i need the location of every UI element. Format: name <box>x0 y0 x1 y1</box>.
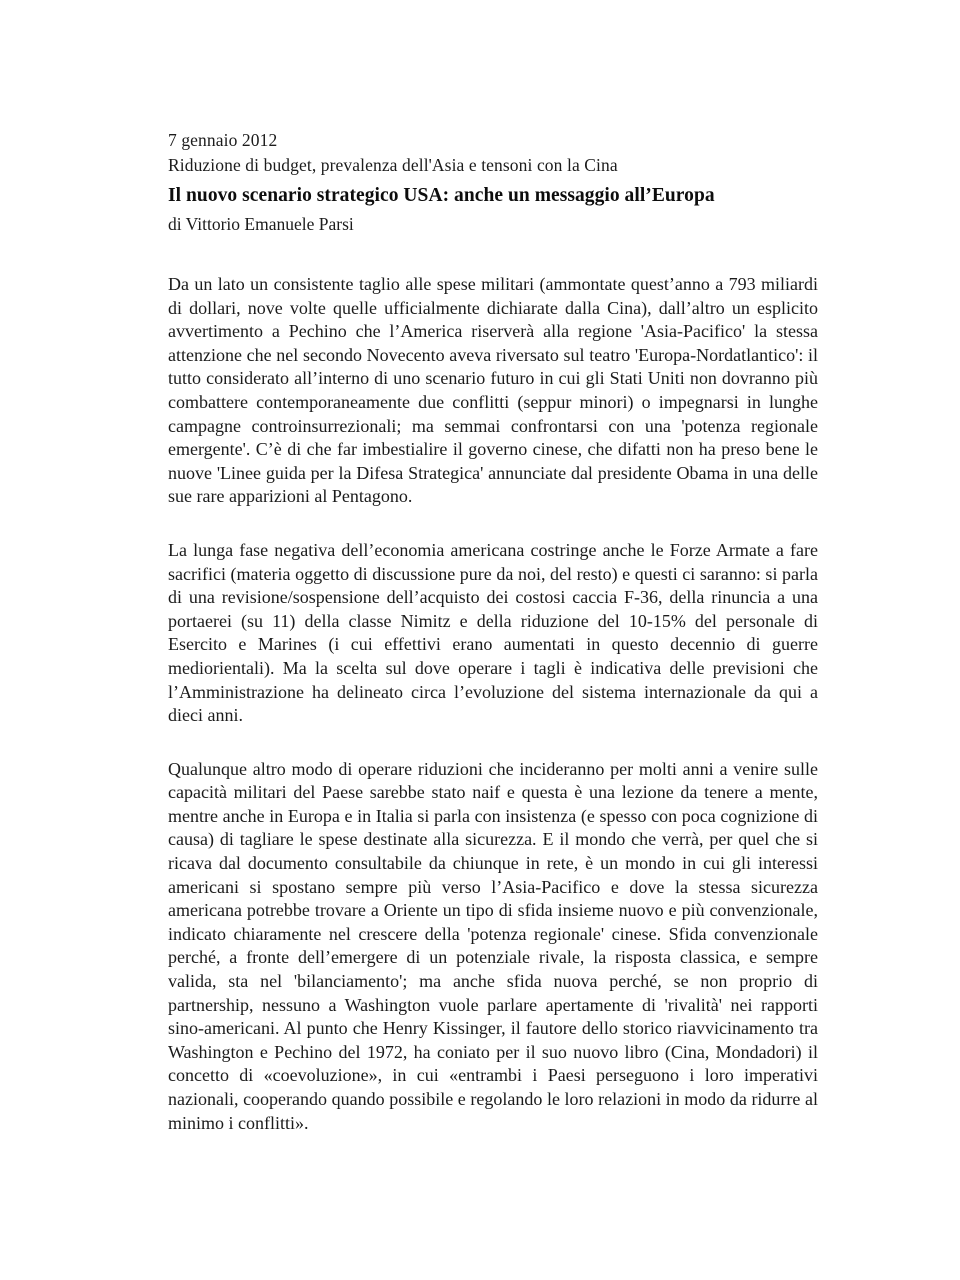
article-content <box>168 128 818 1135</box>
article-headline: Il nuovo scenario strategico USA: anche un messaggio all’Europa <box>168 185 715 206</box>
article-paragraph: Da un lato un consistente taglio alle spese militari (ammontate quest’anno a 793 miliardi di dollari, nove volte quelle ufficialmente dichiarate dalla Cina), dall’altro un esplicito avvertimento a Pechino che l’America riserverà alla regione 'Asia-Pacifico' la stessa attenzione che nel secondo Novecento aveva riversato sul teatro 'Europa-Nordatlantico': il tutto considerato all’interno di uno scenario futuro in cui gli Stati Uniti non dovranno più combattere contemporaneamente due conflitti (seppur minori) o impegnarsi in lunghe campagne controinsurrezionali; ma semmai confrontarsi con una 'potenza regionale emergente'. C’è di che far imbestialire il governo cinese, che difatti non ha preso bene le nuove 'Linee guida per la Difesa Strategica' annunciate dal presidente Obama in una delle sue rare apparizioni al Pentagono. <box>168 274 818 507</box>
article-byline: di Vittorio Emanuele Parsi <box>168 214 354 234</box>
article-kicker: Riduzione di budget, prevalenza dell'Asia e tensoni con la Cina <box>168 155 618 175</box>
article-body <box>168 273 818 1135</box>
article-paragraph: La lunga fase negativa dell’economia americana costringe anche le Forze Armate a fare sacrifici (materia oggetto di discussione pure da noi, del resto) e questi ci saranno: si parla di una revisione/sospensione dell’acquisto dei costosi caccia F-36, della rinuncia a una portaerei (su 11) della classe Nimitz e della riduzione del 10-15% del personale di Esercito e Marines (i cui effettivi erano aumentati in questo decennio di guerre mediorientali). Ma la scelta sul dove operare i tagli è indicativa delle previsioni che l’Amministrazione ha delineato circa l’evoluzione del sistema internazionale da qui a dieci anni. <box>168 539 818 726</box>
article-date: 7 gennaio 2012 <box>168 130 278 150</box>
article-paragraph: Qualunque altro modo di operare riduzioni che incideranno per molti anni a venire sulle capacità militari del Paese sarebbe stato naif e questa è una lezione da tenere a mente, mentre anche in Europa e in Italia si parla con insistenza (e spesso con poca cognizione di causa) di tagliare le spese destinate alla sicurezza. E il mondo che verrà, per quel che si ricava dal documento consultabile da chiunque in rete, è un mondo in cui gli interessi americani si spostano sempre più verso l’Asia-Pacifico e dove la stessa sicurezza americana potrebbe trovare a Oriente un tipo di sfida insieme nuovo e più convenzionale, indicato chiaramente nel crescere della 'potenza regionale' cinese. Sfida convenzionale perché, a fronte dell’emergere di un potenziale rivale, la risposta classica, e sempre valida, sta nel 'bilanciamento'; ma anche sfida nuova perché, se non proprio di partnership, nessuno a Washington vuole parlare apertamente di 'rivalità' nei rapporti sino-americani. Al punto che Henry Kissinger, il fautore dello storico riavvicinamento tra Washington e Pechino del 1972, ha coniato per il suo nuovo libro (Cina, Mondadori) il concetto di «coevoluzione», in cui «entrambi i Paesi perseguono i loro imperativi nazionali, cooperando quando possibile e regolando le loro relazioni in modo da ridurre al minimo i conflitti». <box>168 758 818 1133</box>
